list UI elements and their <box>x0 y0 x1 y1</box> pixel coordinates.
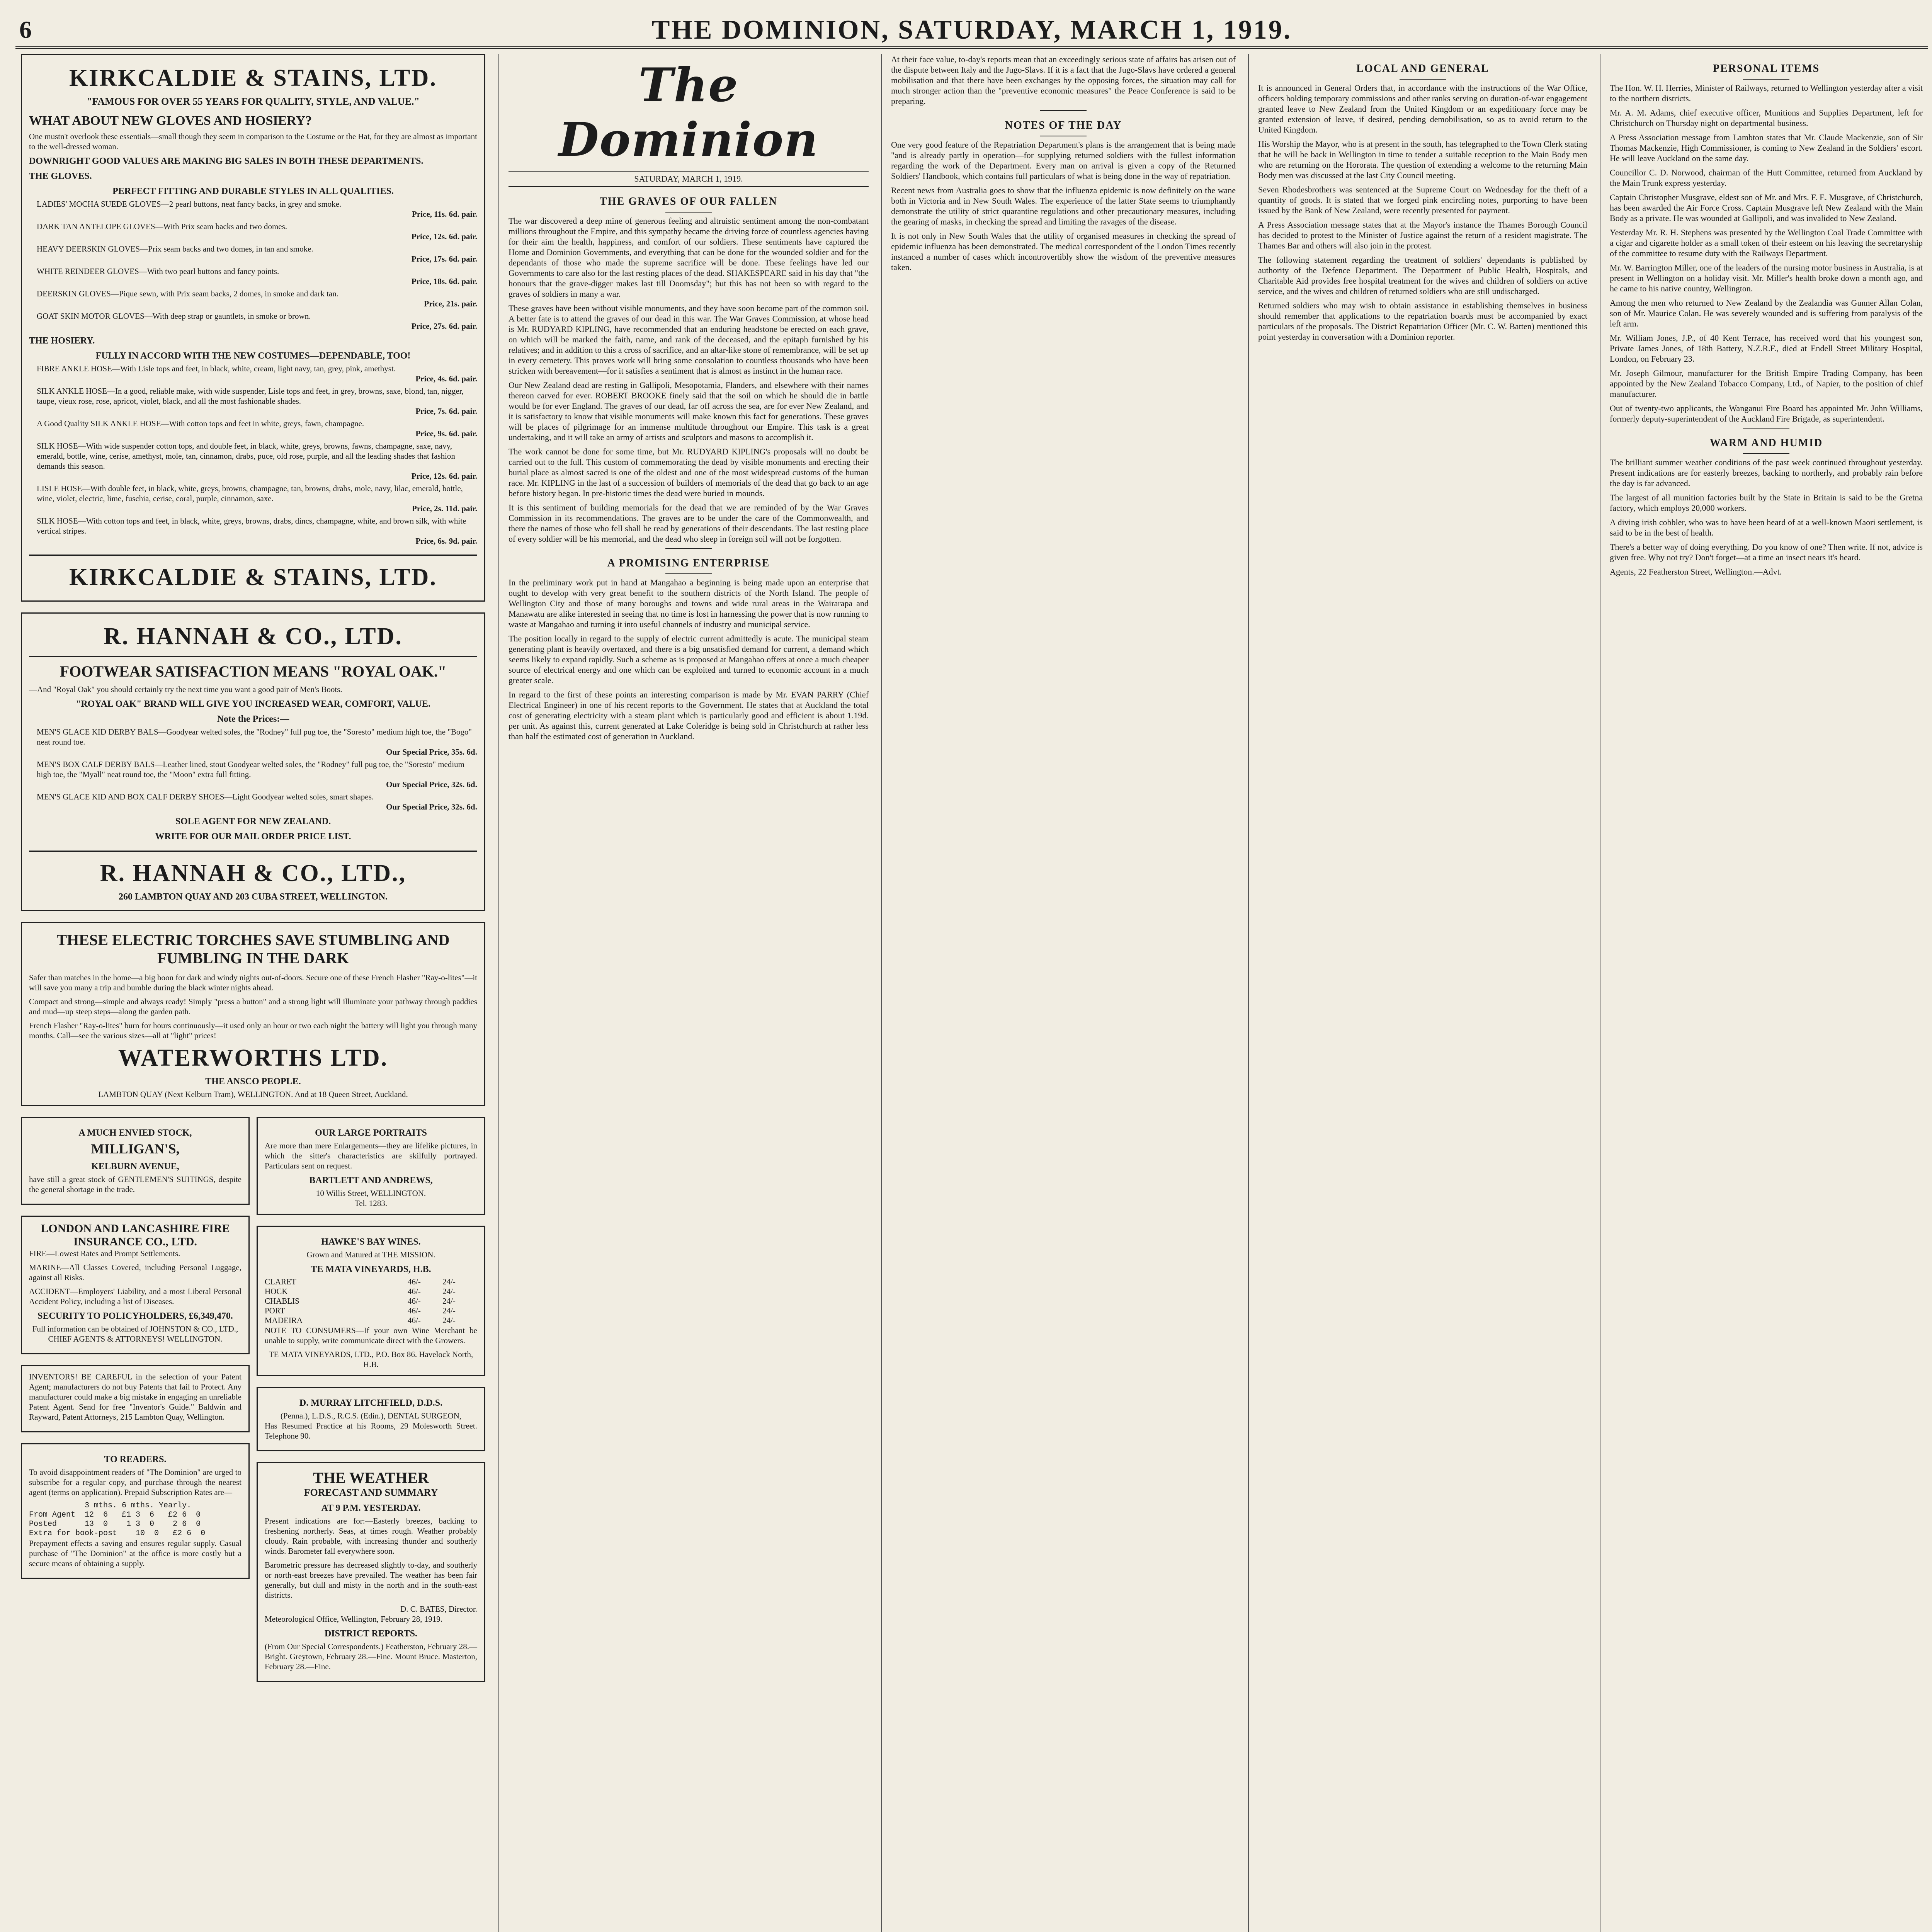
article-paragraph: The war discovered a deep mine of generous feeling and altruistic sentiment among the non-combatant millions throughout the Empire, and this sympathy became the driving force of countless agencies having for their aim the health, happiness, and comfort of our soldiers. These sentiments have captured the Home and Dominion Governments, and everything that can be done for the wounded soldier and for the dependants of those who made the supreme sacrifice will be done. These feelings have led our Governments to care also for the last resting places of the dead. SHAKESPEARE said in his day that "the honours that the grave-digger makes last till Doomsday"; but this has not been so with regard to the graves of soldiers in many a war. <box>509 216 869 299</box>
insurance-fire: FIRE—Lowest Rates and Prompt Settlements. <box>29 1249 180 1258</box>
article-paragraph: The following statement regarding the treatment of soldiers' dependants is published by authority of the Defence Department. The Department of Public Health, Hospitals, and Charitable Aid provides free hospital treatment for the wives and children of soldiers on active service, and the wives and children of returned soldiers who are still undischarged. <box>1258 255 1587 296</box>
portraits-name: BARTLETT AND ANDREWS, <box>309 1175 433 1185</box>
page-masthead <box>15 12 1928 49</box>
list-item: FIBRE ANKLE HOSE—With Lisle tops and feet, in black, white, cream, light navy, tan, grey, pink, amethyst. Price, 4s. 6d. pair. <box>37 364 477 383</box>
article-paragraph: In the preliminary work put in hand at Mangahao a beginning is being made upon an enterprise that ought to develop with very great benefit to the southern districts of the North Island. The people of Wellington City and those of many boroughs and towns and wide rural areas in the Wairarapa and Manawatu are alike interested in seeing that no time is lost in harnessing the power that is now running to waste at Mangahao and turning it into useful channels of industry and municipal service. <box>509 578 869 629</box>
list-item: DARK TAN ANTELOPE GLOVES—With Prix seam backs and two domes. Price, 12s. 6d. pair. <box>37 222 477 241</box>
weather-forecast: Present indications are for:—Easterly breezes, backing to freshening northerly. Seas, at times rough. Weather probably cloudy. Rain probable, with increasing thunder and southerly winds. Barometer fall everywhere soon. <box>265 1516 477 1556</box>
insurance-info: Full information can be obtained of JOHNSTON & CO., LTD., CHIEF AGENTS & ATTORNEYS! WELLINGTON. <box>32 1324 238 1344</box>
local-column <box>1253 54 1593 1932</box>
gloves-heading: THE GLOVES. <box>29 171 92 181</box>
hosiery-subheading: FULLY IN ACCORD WITH THE NEW COSTUMES—DEPENDABLE, TOO! <box>95 351 411 361</box>
wine-table: CLARET 46/- 24/- HOCK 46/- 24/- CHABLIS 46/- 24/- PORT 46/- 24/- MADEIRA 46/- 24/- <box>265 1277 456 1325</box>
wines-address: TE MATA VINEYARDS, LTD., P.O. Box 86. Havelock North, H.B. <box>269 1350 473 1369</box>
editorial-date: SATURDAY, MARCH 1, 1919. <box>509 171 869 187</box>
hannah-headline: FOOTWEAR SATISFACTION MEANS "ROYAL OAK." <box>60 663 447 680</box>
personal-column <box>1604 54 1928 1932</box>
readers-heading: TO READERS. <box>104 1454 167 1464</box>
kirkcaldie-intro: One mustn't overlook these essentials—small though they seem in comparison to the Costume or the Hat, for they are almost as important to the well-dressed woman. <box>29 132 477 151</box>
milligans-name: MILLIGAN'S, <box>91 1141 180 1156</box>
article-paragraph: Recent news from Australia goes to show that the influenza epidemic is now definitely on the wane both in Victoria and in New South Wales. The experience of the latter State seems to triumphantly demonstrate the utility of strict quarantine regulations and other precautionary measures, including the gearing of masks, in checking the spread and limiting the ravages of the disease. <box>891 185 1236 226</box>
page-number: 6 <box>19 16 32 43</box>
list-item: SILK HOSE—With wide suspender cotton tops, and double feet, in black, white, greys, browns, fawns, champagne, saxe, navy, emerald, bottle, wine, cerise, amethyst, mole, tan, cinnamon, drabs, puce, old rose, purple, and all the leading shades that fashion demands this season. Price, 12s. 6d. pair. <box>37 441 477 481</box>
list-item: MEN'S GLACE KID DERBY BALS—Goodyear welted soles, the "Rodney" full pug toe, the "Soresto" medium high toe, the "Bogo" neat round toe. Our Special Price, 35s. 6d. <box>37 727 477 757</box>
portraits-body: Are more than mere Enlargements—they are lifelike pictures, in which the sitter's characteristics are skilfully portrayed. Particulars sent on request. <box>265 1141 477 1170</box>
waterworths-address: LAMBTON QUAY (Next Kelburn Tram), WELLINGTON. And at 18 Queen Street, Auckland. <box>98 1090 408 1099</box>
milligans-body: have still a great stock of GENTLEMEN'S SUITINGS, despite the general shortage in the trade. <box>29 1175 242 1194</box>
article-paragraph: There's a better way of doing everything. Do you know of one? Then write. If not, advice is given free. Why not try? Don't forget—at a time an insect nears it's heard. <box>1610 542 1923 562</box>
inventors-body: INVENTORS! BE CAREFUL in the selection of your Patent Agent; manufacturers do not buy Patents that fail to Protect. Any manufacturer could make a big mistake in engaging an unreliable Patent Agent. Send for free "Inventor's Guide." Baldwin and Rayward, Patent Attorneys, 215 Lambton Quay, Wellington. <box>29 1372 242 1422</box>
hosiery-list <box>29 364 477 546</box>
hosiery-heading: THE HOSIERY. <box>29 336 95 346</box>
article-paragraph: It is announced in General Orders that, in accordance with the instructions of the War Office, officers holding temporary commissions and other ranks serving on duration-of-war engagement granted leave to New Zealand from the United Kingdom or an expeditionary force may be granted extension of leave, if desired, pending demobilisation, so as to avoid return to the United Kingdom. <box>1258 83 1587 134</box>
hannah-claim: "ROYAL OAK" BRAND WILL GIVE YOU INCREASED WEAR, COMFORT, VALUE. <box>76 699 430 709</box>
waterworths-body-1: Safer than matches in the home—a big boon for dark and windy nights out-of-doors. Secure one of these French Flasher "Ray-o-lites"—it will save you many a trip and bumble during the black winter nights ahead. <box>29 973 477 992</box>
gloves-list <box>29 199 477 331</box>
milligans-advert <box>21 1117 250 1205</box>
readers-tail: Prepayment effects a saving and ensures regular supply. Casual purchase of "The Dominion" at the office is more costly but a secure means of obtaining a supply. <box>29 1539 242 1568</box>
article-paragraph: In regard to the first of these points an interesting comparison is made by Mr. EVAN PARRY (Chief Electrical Engineer) in one of his recent reports to the Government. He states that at Auckland the total cost of generating electricity with a steam plant which is particularly good and efficient is about 1.19d. per unit. As against this, current generated at Lake Coleridge is being sold in Christchurch at rather less than half the estimated cost of generation in Auckland. <box>509 690 869 741</box>
insurance-security: SECURITY TO POLICYHOLDERS, £6,349,470. <box>37 1311 233 1321</box>
wines-sub: Grown and Matured at THE MISSION. <box>306 1250 435 1259</box>
waterworths-advert <box>21 922 485 1106</box>
small-adverts-right <box>257 1117 485 1693</box>
readers-notice <box>21 1443 250 1579</box>
table-cell: PORT <box>265 1306 285 1315</box>
article-paragraph: A diving irish cobbler, who was to have been heard of at a well-known Maori settlement, is said to be in the best of health. <box>1610 517 1923 537</box>
article-title: WARM AND HUMID <box>1709 437 1823 449</box>
hannah-write: WRITE FOR OUR MAIL ORDER PRICE LIST. <box>155 832 351 842</box>
portraits-tel: Tel. 1283. <box>354 1199 388 1208</box>
notes-column <box>886 54 1241 1932</box>
column-rule <box>881 54 882 1932</box>
dentist-advert <box>257 1387 485 1451</box>
waterworths-headline: THESE ELECTRIC TORCHES SAVE STUMBLING AND FUMBLING IN THE DARK <box>56 931 450 967</box>
list-item: SILK ANKLE HOSE—In a good, reliable make, with wide suspender, Lisle tops and feet, in grey, browns, saxe, blond, tan, nigger, taupe, vieux rose, rose, apricot, violet, black, and all the most fashionable shades. Price, 7s. 6d. pair. <box>37 386 477 416</box>
kirkcaldie-note: DOWNRIGHT GOOD VALUES ARE MAKING BIG SALES IN BOTH THESE DEPARTMENTS. <box>29 156 423 166</box>
weather-sub: FORECAST AND SUMMARY <box>304 1487 438 1498</box>
subscription-rates: 3 mths. 6 mths. Yearly. From Agent 12 6 £1 3 6 £2 6 0 Posted 13 0 1 3 0 2 6 0 Extra for book-post 10 0 £2 6 0 <box>29 1501 206 1538</box>
article-paragraph: His Worship the Mayor, who is at present in the south, has telegraphed to the Town Clerk stating that he will be back in Wellington in time to tender a suitable reception to the Main Body men who are returning on the Hororata. The question of extending a welcome to the returning Main Body men was discussed at the last City Council meeting. <box>1258 139 1587 180</box>
article-title: THE GRAVES OF OUR FALLEN <box>600 196 777 207</box>
advertisement-column <box>15 54 491 1932</box>
kirkcaldie-tagline: "FAMOUS FOR OVER 55 YEARS FOR QUALITY, STYLE, AND VALUE." <box>87 96 420 107</box>
inventors-advert <box>21 1365 250 1432</box>
weather-time: AT 9 P.M. YESTERDAY. <box>321 1503 421 1513</box>
hannah-address: 260 LAMBTON QUAY AND 203 CUBA STREET, WELLINGTON. <box>119 892 388 902</box>
waterworths-body-3: French Flasher "Ray-o-lites" burn for hours continuously—it used only an hour or two each night the battery will light you through many months. Call—see the various sizes—all at "light" prices! <box>29 1021 477 1040</box>
waterworths-heading: WATERWORTHS LTD. <box>118 1045 388 1071</box>
hannah-heading: R. HANNAH & CO., LTD. <box>104 623 403 650</box>
paper-masthead: The Dominion <box>558 58 819 167</box>
article-paragraph: Captain Christopher Musgrave, eldest son of Mr. and Mrs. F. E. Musgrave, of Christchurch, has been awarded the Air Force Cross. Captain Musgrave left New Zealand with the Main Body as a private. He was wounded at Gallipoli, and was invalided to New Zealand. <box>1610 192 1923 223</box>
waterworths-sub: THE ANSCO PEOPLE. <box>205 1077 301 1087</box>
article-paragraph: Yesterday Mr. R. H. Stephens was presented by the Wellington Coal Trade Committee with a cigar and cigarette holder as a small token of their esteem on his leaving the secretaryship of the committee to resume duty with the Railways Department. <box>1610 228 1923 258</box>
gloves-subheading: PERFECT FITTING AND DURABLE STYLES IN ALL QUALITIES. <box>112 186 394 196</box>
readers-body: To avoid disappointment readers of "The Dominion" are urged to subscribe for a regular copy, and purchase through the nearest agent (terms on application). Prepaid Subscription Rates are— <box>29 1468 242 1497</box>
wines-advert <box>257 1226 485 1376</box>
insurance-accident: ACCIDENT—Employers' Liability, and a most Liberal Personal Accident Policy, including a list of Diseases. <box>29 1287 242 1306</box>
portraits-advert <box>257 1117 485 1215</box>
weather-summary: Barometric pressure has decreased slightly to-day, and southerly or north-east breezes have prevailed. The weather has been fair generally, but dull and misty in the north and in the south-east districts. <box>265 1560 477 1600</box>
list-item: A Good Quality SILK ANKLE HOSE—With cotton tops and feet in white, greys, fawn, champagne. Price, 9s. 6d. pair. <box>37 419 477 438</box>
list-item: LISLE HOSE—With double feet, in black, white, greys, browns, champagne, tan, browns, drabs, mole, navy, lilac, emerald, bottle, wine, violet, electric, lime, fuschia, cerise, coral, purple, cinnamon, saxe. Price, 2s. 11d. pair. <box>37 484 477 513</box>
dentist-name: D. MURRAY LITCHFIELD, D.D.S. <box>299 1398 443 1408</box>
article-paragraph: The brilliant summer weather conditions of the past week continued throughout yesterday. Present indications are for easterly breezes, backing to northerly, and probably rain before the day is far advanced. <box>1610 457 1923 488</box>
kirkcaldie-advert <box>21 54 485 602</box>
wines-name: TE MATA VINEYARDS, H.B. <box>311 1264 431 1274</box>
weather-obs: Meteorological Office, Wellington, February 28, 1919. <box>265 1614 443 1624</box>
article-paragraph: Returned soldiers who may wish to obtain assistance in establishing themselves in business should remember that applications to the repatriation boards must be accompanied by exact particulars of the proposals. The District Repatriation Officer (Mr. C. W. Batten) mentioned this point yesterday in conversation with a Dominion reporter. <box>1258 301 1587 342</box>
newspaper-title: THE DOMINION, SATURDAY, MARCH 1, 1919. <box>651 15 1292 45</box>
hannah-footer: R. HANNAH & CO., LTD., <box>100 860 406 886</box>
dentist-quals: (Penna.), L.D.S., R.C.S. (Edin.), DENTAL SURGEON, <box>280 1411 462 1420</box>
article-paragraph: At their face value, to-day's reports mean that an exceedingly serious state of affairs has arisen out of the dispute between Italy and the Jugo-Slavs. If it is a fact that the Jugo-Slavs have ordered a general mobilisation and that there have been exchanges by the opposing forces, the situation may call for much stronger action than the "preventive economic measures" the Peace Conference is said to be preparing. <box>891 54 1236 106</box>
table-cell: MADEIRA <box>265 1316 303 1325</box>
list-item: WHITE REINDEER GLOVES—With two pearl buttons and fancy points. Price, 18s. 6d. pair. <box>37 267 477 286</box>
article-paragraph: Seven Rhodesbrothers was sentenced at the Supreme Court on Wednesday for the theft of a quantity of goods. It is stated that we forged pink encircling notes, purporting to have been issued by the Bank of New Zealand, were recently presented for payment. <box>1258 185 1587 215</box>
article-paragraph: A Press Association message states that at the Mayor's instance the Thames Borough Council has decided to protest to the Minister of Justice against the return of a resident magistrate. The Thames Bar and others will also join in the protest. <box>1258 220 1587 250</box>
small-adverts-left <box>21 1117 250 1693</box>
article-title: PERSONAL ITEMS <box>1713 63 1820 75</box>
article-title: LOCAL AND GENERAL <box>1356 63 1489 75</box>
article-paragraph: Councillor C. D. Norwood, chairman of the Hutt Committee, returned from Auckland by the Main Trunk express yesterday. <box>1610 168 1923 188</box>
table-cell: CHABLIS <box>265 1296 299 1306</box>
district-heading: DISTRICT REPORTS. <box>324 1629 418 1639</box>
newspaper-page <box>15 12 1928 1932</box>
milligans-address: KELBURN AVENUE, <box>91 1162 179 1172</box>
kirkcaldie-heading: KIRKCALDIE & STAINS, LTD. <box>69 65 437 91</box>
article-paragraph: It is this sentiment of building memorials for the dead that we are reminded of by the War Graves Commission in its recommendations. The graves are to be under the care of the Commonwealth, and there the names of those who fell shall be read by generations of their descendants. The last resting place of every soldier will be his memorial, and the dead who sleep in foreign soil will not be forgotten. <box>509 503 869 544</box>
article-paragraph: One very good feature of the Repatriation Department's plans is the arrangement that is being made "and is already partly in operation—for supplying returned soldiers with the fullest information regarding the work of the Department. Every man on arrival is given a copy of the Returned Soldiers' Handbook, which contains full particulars of what is being done in the way of repatriation. <box>891 140 1236 181</box>
district-reports: (From Our Special Correspondents.) Featherston, February 28.—Bright. Greytown, February 28.—Fine. Mount Bruce. Masterton, February 28.—Fine. <box>265 1642 477 1671</box>
article-paragraph: The largest of all munition factories built by the State in Britain is said to be the Gretna factory, which employs 20,000 workers. <box>1610 493 1923 513</box>
article-paragraph: These graves have been without visible monuments, and they have soon become part of the common soil. A better fate is to attend the graves of our dead in this war. The War Graves Commission, at whose head is Mr. RUDYARD KIPLING, have recommended that an enduring headstone be erected on each grave, on which will be marked the faith, name, and rank of the deceased, and the epitaph furnished by his relatives; and in addition to this a cross of sacrifice, and an altar-like stone of remembrance, will be set up in every cemetery. This proves work will bring some consolation to countless thousands who have been stricken with bereavement—for it satisfies a sentiment that is almost as instinct in the human race. <box>509 303 869 376</box>
list-item: MEN'S BOX CALF DERBY BALS—Leather lined, stout Goodyear welted soles, the "Rodney" full pug toe, the "Soresto" medium high toe, the "Myall" neat round toe, the "Moon" extra full fitting. Our Special Price, 32s. 6d. <box>37 760 477 789</box>
insurance-advert <box>21 1216 250 1354</box>
list-item: LADIES' MOCHA SUEDE GLOVES—2 pearl buttons, neat fancy backs, in grey and smoke. Price, 11s. 6d. pair. <box>37 199 477 219</box>
list-item: HEAVY DEERSKIN GLOVES—Prix seam backs and two domes, in tan and smoke. Price, 17s. 6d. pair. <box>37 244 477 264</box>
list-item: MEN'S GLACE KID AND BOX CALF DERBY SHOES—Light Goodyear welted soles, smart shapes. Our Special Price, 32s. 6d. <box>37 792 477 811</box>
list-item: GOAT SKIN MOTOR GLOVES—With deep strap or gauntlets, in smoke or brown. Price, 27s. 6d. pair. <box>37 311 477 331</box>
article-paragraph: Mr. Joseph Gilmour, manufacturer for the British Empire Trading Company, has been appointed by the New Zealand Tobacco Company, Ltd., of Napier, to the position of chief manufacturer. <box>1610 368 1923 399</box>
kirkcaldie-footer: KIRKCALDIE & STAINS, LTD. <box>69 564 437 590</box>
article-paragraph: The Hon. W. H. Herries, Minister of Railways, returned to Wellington yesterday after a visit to the northern districts. <box>1610 83 1923 103</box>
table-cell: CLARET <box>265 1277 296 1286</box>
kirkcaldie-question: WHAT ABOUT NEW GLOVES AND HOSIERY? <box>29 114 312 128</box>
weather-heading: THE WEATHER <box>313 1469 429 1486</box>
article-title: A PROMISING ENTERPRISE <box>607 557 770 569</box>
portraits-heading: OUR LARGE PORTRAITS <box>315 1128 427 1138</box>
article-paragraph: Our New Zealand dead are resting in Gallipoli, Mesopotamia, Flanders, and elsewhere with their names thereon carved for ever. ROBERT BROOKE finely said that the soil on which he should die in battle would be for ever England. The graves of our dead, far off across the sea, are for ever New Zealand, and it is satisfactory to know that visible monuments will make known this fact for generations. These graves will be places of pilgrimage for an immense multitude throughout our Empire. This task is a great undertaking, and it will take an army of artists and sculptors and masons to accomplish it. <box>509 380 869 442</box>
hannah-body: —And "Royal Oak" you should certainly try the next time you want a good pair of Men's Boots. <box>29 685 342 694</box>
portraits-address: 10 Willis Street, WELLINGTON. <box>316 1189 426 1198</box>
weather-signed: D. C. BATES, Director. <box>400 1604 477 1614</box>
article-paragraph: Mr. A. M. Adams, chief executive officer, Munitions and Supplies Department, left for Christchurch on Thursday night on departmental business. <box>1610 108 1923 128</box>
dentist-body: Has Resumed Practice at his Rooms, 29 Molesworth Street. Telephone 90. <box>265 1421 477 1440</box>
article-paragraph: The work cannot be done for some time, but Mr. RUDYARD KIPLING's proposals will no doubt be carried out to the full. This custom of commemorating the dead by visible monuments and erecting their burial place as almost sacred is one of the oldest and one of the most widespread customs of the human race. Mr. KIPLING in the last of a succession of builders of memorials of the dead that go back to an age before history began. In pre-historic times the dead were buried in mounds. <box>509 447 869 498</box>
column-rule <box>1248 54 1249 1932</box>
hannah-advert <box>21 612 485 911</box>
article-paragraph: The position locally in regard to the supply of electric current admittedly is acute. The municipal steam generating plant is heavily overtaxed, and there is a big unsatisfied demand for current, a demand which seems likely to expand rapidly. Such a scheme as is proposed at Mangahao offers at once a much cheaper source of electrical energy and one which can be exploited and turned to economic account in a much greater scale. <box>509 634 869 685</box>
insurance-marine: MARINE—All Classes Covered, including Personal Luggage, against all Risks. <box>29 1263 242 1282</box>
article-paragraph: Mr. W. Barrington Miller, one of the leaders of the nursing motor business in Australia, is at present in Wellington on a holiday visit. Mr. Miller's health broke down a month ago, and he came to his native country, Wellington. <box>1610 263 1923 293</box>
article-paragraph: Agents, 22 Featherston Street, Wellington.—Advt. <box>1610 567 1782 577</box>
list-item: DEERSKIN GLOVES—Pique sewn, with Prix seam backs, 2 domes, in smoke and dark tan. Price, 21s. pair. <box>37 289 477 308</box>
hannah-prices-heading: Note the Prices:— <box>217 714 289 724</box>
wines-note: NOTE TO CONSUMERS—If your own Wine Merchant be unable to supply, write communicate direct with the Growers. <box>265 1326 477 1345</box>
article-paragraph: Mr. William Jones, J.P., of 40 Kent Terrace, has received word that his youngest son, Private James Jones, of 18th Battery, N.Z.R.F., died at Endell Street Military Hospital, London, on February 23. <box>1610 333 1923 364</box>
waterworths-body-2: Compact and strong—simple and always ready! Simply "press a button" and a strong light will illuminate your pathway through paddies and mud—up steep steps—along the garden path. <box>29 997 477 1016</box>
article-paragraph: Out of twenty-two applicants, the Wanganui Fire Board has appointed Mr. John Williams, formerly deputy-superintendent of the Auckland Fire Brigade, as superintendent. <box>1610 403 1923 423</box>
list-item: SILK HOSE—With cotton tops and feet, in black, white, greys, browns, drabs, dincs, champagne, white, and brown silk, with white vertical stripes. Price, 6s. 9d. pair. <box>37 516 477 546</box>
table-cell: HOCK <box>265 1287 288 1296</box>
column-rule <box>498 54 499 1932</box>
insurance-name: LONDON AND LANCASHIRE FIRE INSURANCE CO., LTD. <box>41 1222 230 1248</box>
article-paragraph: A Press Association message from Lambton states that Mr. Claude Mackenzie, son of Sir Thomas Mackenzie, High Commissioner, is coming to New Zealand in the Soldiers' escort. He will leave Auckland on the same day. <box>1610 133 1923 163</box>
editorial-column <box>503 54 874 1932</box>
weather-report <box>257 1462 485 1682</box>
article-paragraph: Among the men who returned to New Zealand by the Zealandia was Gunner Allan Colan, son of Mr. Maurice Colan. He was severely wounded and is suffering from paralysis of the left arm. <box>1610 298 1923 328</box>
milligans-lead: A MUCH ENVIED STOCK, <box>78 1128 192 1138</box>
wines-heading: HAWKE'S BAY WINES. <box>321 1237 421 1247</box>
small-adverts <box>21 1117 485 1693</box>
hannah-agent: SOLE AGENT FOR NEW ZEALAND. <box>175 816 331 827</box>
article-title: NOTES OF THE DAY <box>1005 119 1122 131</box>
article-paragraph: It is not only in New South Wales that the utility of organised measures in checking the spread of epidemic influenza has been demonstrated. The medical correspondent of the London Times recently instanced a number of cases which incontrovertibly show the wisdom of the preventive measures taken. <box>891 231 1236 272</box>
